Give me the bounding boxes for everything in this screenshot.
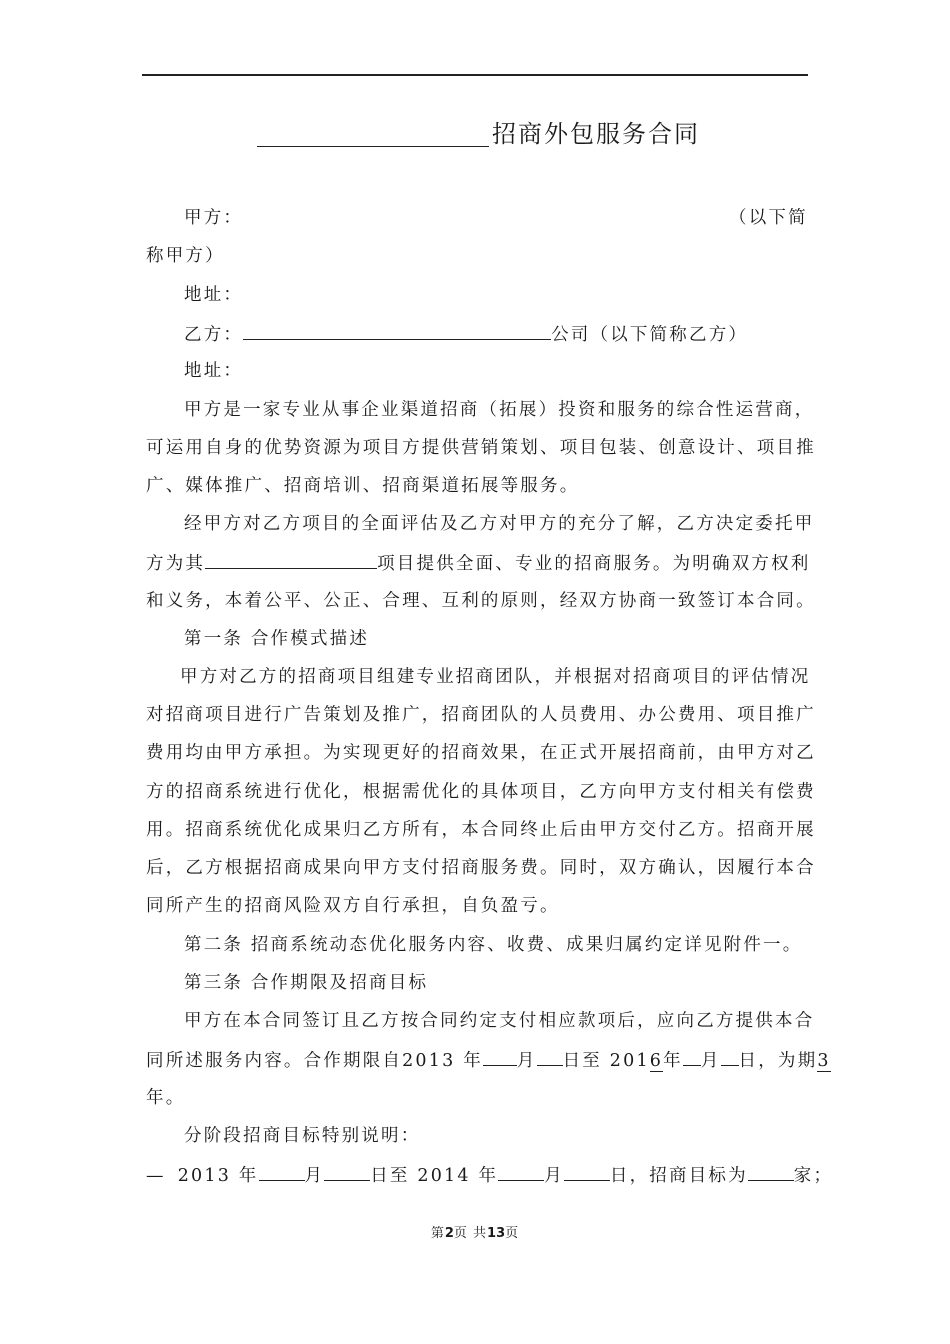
article3-heading: 第三条 合作期限及招商目标	[184, 973, 429, 993]
stage-end-month-label: 月	[544, 1166, 564, 1186]
footer-prefix: 第	[430, 1226, 445, 1241]
stage-target-blank	[748, 1162, 794, 1181]
entrust-line-3: 和义务，本着公平、公正、合理、互利的原则，经双方协商一致签订本合同。	[146, 591, 816, 611]
article1-line-4: 方的招商系统进行优化，根据需优化的具体项目，乙方向甲方支付相关有偿费	[146, 782, 816, 802]
stage-line-1	[146, 1162, 833, 1188]
term-duration-label: 日，为期	[738, 1051, 818, 1071]
title-blank-line	[257, 146, 489, 147]
party-b-line	[184, 321, 748, 347]
stage-end-month-blank	[498, 1162, 544, 1181]
term-duration-value: 3	[817, 1051, 831, 1071]
intro-line-2: 可运用自身的优势资源为项目方提供营销策划、项目包装、创意设计、项目推	[146, 438, 816, 458]
entrust-text-b: 项目提供全面、专业的招商服务。为明确双方权利	[377, 554, 811, 574]
intro-line-1: 甲方是一家专业从事企业渠道招商（拓展）投资和服务的综合性运营商，	[184, 400, 815, 420]
article1-line-7: 同所产生的招商风险双方自行承担，自负盈亏。	[146, 896, 560, 916]
page-footer	[0, 1222, 950, 1241]
article1-heading: 第一条 合作模式描述	[184, 629, 370, 649]
entrust-line-2	[146, 550, 811, 576]
entrust-text-a: 方为其	[146, 554, 206, 574]
footer-middle: 页 共	[453, 1226, 488, 1241]
title-row	[0, 114, 950, 150]
article2: 第二条 招商系统动态优化服务内容、收费、成果归属约定详见附件一。	[184, 935, 803, 955]
address-label-a: 地址：	[184, 285, 244, 305]
project-name-blank	[205, 550, 377, 569]
end-day-blank	[721, 1047, 739, 1066]
article1-line-5: 用。招商系统优化成果归乙方所有，本合同终止后由甲方交付乙方。招商开展	[146, 820, 816, 840]
end-year-digit: 6	[649, 1051, 664, 1071]
start-month-blank	[483, 1047, 517, 1066]
stage-end-day-blank	[564, 1162, 610, 1181]
start-day-blank	[537, 1047, 563, 1066]
top-rule	[142, 74, 808, 76]
article3-line-2	[146, 1047, 831, 1073]
stage-start-year: 2013 年	[177, 1166, 259, 1186]
party-b-label: 乙方：	[184, 325, 244, 345]
current-page-number: 2	[444, 1226, 454, 1241]
article1-line-1: 甲方对乙方的招商项目组建专业招商团队，并根据对招商项目的评估情况	[180, 667, 811, 687]
end-year-label: 年	[663, 1051, 683, 1071]
term-end-year-prefix: 日至 201	[562, 1051, 650, 1071]
article3-line-3: 年。	[146, 1088, 186, 1108]
term-start-year: 同所述服务内容。合作期限自2013 年	[146, 1051, 483, 1071]
footer-suffix: 页	[505, 1226, 520, 1241]
stage-start-day-blank	[324, 1162, 370, 1181]
party-a-label: 甲方：	[184, 208, 244, 228]
party-a-suffix-cont: 称甲方）	[146, 246, 225, 266]
article1-line-2: 对招商项目进行广告策划及推广，招商团队的人员费用、办公费用、项目推广	[146, 705, 816, 725]
stage-start-month-blank	[259, 1162, 305, 1181]
article3-line-1: 甲方在本合同签订且乙方按合同约定支付相应款项后，应向乙方提供本合	[184, 1011, 815, 1031]
stage-end-year: 日至 2014 年	[370, 1166, 499, 1186]
address-label-b: 地址：	[184, 361, 244, 381]
document-title: 招商外包服务合同	[492, 120, 700, 148]
stage-target-label: 日，招商目标为	[609, 1166, 748, 1186]
party-b-suffix: 公司（以下简称乙方）	[551, 325, 749, 345]
party-b-blank	[243, 321, 551, 340]
end-month-blank	[683, 1047, 701, 1066]
end-month-label: 月	[700, 1051, 721, 1071]
stage-heading: 分阶段招商目标特别说明：	[184, 1126, 421, 1146]
stage-dash: —	[146, 1166, 166, 1186]
intro-line-3: 广、媒体推广、招商培训、招商渠道拓展等服务。	[146, 476, 580, 496]
article1-line-6: 后，乙方根据招商成果向甲方支付招商服务费。同时，双方确认，因履行本合	[146, 858, 816, 878]
entrust-line-1: 经甲方对乙方项目的全面评估及乙方对甲方的充分了解，乙方决定委托甲	[184, 514, 815, 534]
party-a-suffix: （以下简	[729, 208, 808, 228]
stage-start-month-label: 月	[304, 1166, 325, 1186]
article1-line-3: 费用均由甲方承担。为实现更好的招商效果，在正式开展招商前，由甲方对乙	[146, 743, 816, 763]
total-page-count: 13	[487, 1226, 506, 1241]
stage-target-unit: 家；	[793, 1166, 834, 1186]
start-month-label: 月	[516, 1051, 537, 1071]
